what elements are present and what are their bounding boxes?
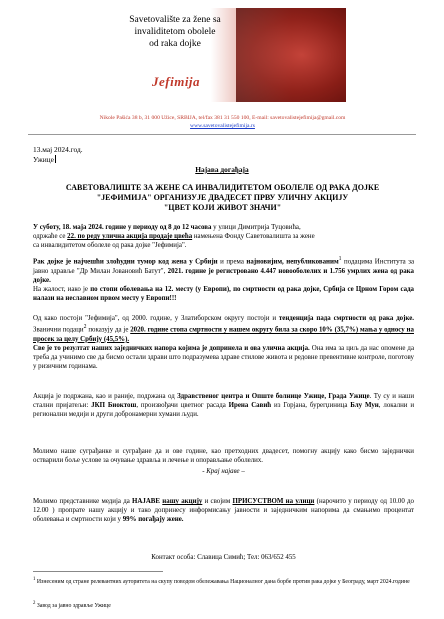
header-banner: [100, 8, 346, 102]
contact-address: Nikole Pašića 38 b, 31 000 Užice, SRBIJA, tel/fax 381 31 550 100, E-mail: savetovalistejefimija@gmail.com: [99, 115, 346, 121]
footnote-1: [33, 576, 414, 587]
text: Акција је подржана, као и раније, подржана од: [33, 393, 178, 400]
text: 2021. године је регистровано 4.447 новооболелих и 1.756 умрлих жена од рака дојке.: [33, 267, 414, 284]
text: НАЈАВЕ: [132, 498, 160, 505]
text-cursor: [55, 155, 56, 163]
text: ПРИСУСТВОМ на улици: [232, 498, 315, 505]
paragraph-mortality: [33, 314, 414, 372]
text: Молимо наше суграђанке и суграђане да и ове године, као претходних двадесет, помогну акцију како бисмо заједнички остварили боље услове за очување здравља и лечење и опорављање оболелих.: [33, 448, 414, 465]
text: са инвалидитетом оболеле од рака дојке "Јефимија".: [33, 242, 187, 250]
footnote-marker: 1: [33, 577, 36, 582]
event-time: У суботу, 18. маја 2024. године у периоду од 8 до 12 часова: [33, 224, 212, 231]
text: Она има за циљ да нас опомене да треба да учинимо све да бисмо остали здрави што подразумева здраве стилове живота и редовне превентивне контроле, поготову у ризичним годинама.: [33, 344, 414, 371]
text: тенденција пада смртности од рака дојке.: [278, 315, 414, 322]
date-block: [33, 145, 83, 165]
brand-logo: Jefimija: [152, 74, 201, 89]
paragraph-statistics: [33, 255, 414, 303]
website-link[interactable]: www.savetovalistejefimija.rs: [190, 123, 255, 129]
text: 99% погађају жене.: [122, 516, 184, 524]
text: подацима Института за јавно здравље "Др Милан Јовановић Батут",: [33, 258, 415, 275]
text: Блу Мун: [350, 402, 379, 410]
text: Молимо представнике медија да: [33, 498, 133, 505]
paragraph-appeal: [33, 447, 414, 477]
footnote-marker: 2: [33, 601, 36, 606]
text: (нарочито у периоду од 10.00 до 12.00 ) пропрате нашу акцију и тако допринесу информисању јавности и заједничким напорима да смањимо процентат оболевања и смртности који у: [33, 498, 415, 524]
title-line-2: "ЈЕФИМИЈА" ОРГАНИЗУЈЕ ДВАДЕСЕТ ПРВУ УЛИЧНУ АКЦИЈУ: [96, 193, 349, 202]
text: , произвођачи цветног расада: [136, 402, 229, 410]
paragraph-media: [33, 497, 414, 525]
event-edition: 22. по реду улична акција продаје цвећа: [67, 233, 193, 241]
text: На жалост, иако је: [33, 285, 91, 293]
text: Све је то резултат наших заједничких напора којима је допринела и ова улична акција.: [33, 344, 310, 352]
announcement-heading: Најава догађаја: [195, 165, 249, 174]
text: из Горјана, бурегџиница: [271, 402, 351, 410]
text: Званични подаци: [33, 326, 84, 334]
text: Ирена Савић: [228, 402, 272, 410]
text: ЈКП Биоктош: [91, 402, 137, 410]
end-of-announcement: - Крај најаве –: [202, 468, 245, 476]
document-title: [40, 183, 405, 213]
banner-line-2: invaliditetom obolele: [134, 27, 216, 37]
text: Здравственог центра и Опште болнице Ужице, Града Ужице: [177, 393, 370, 400]
city-line: Ужице: [33, 155, 54, 164]
paragraph-supporters: [33, 392, 414, 420]
footnote-ref-1: 1: [338, 256, 342, 262]
footnote-divider: [33, 571, 163, 572]
banner-photo: [236, 8, 346, 102]
banner-text: [100, 14, 250, 50]
text: Завод за јавно здравље Ужице: [36, 602, 111, 609]
contact-person: Контакт особа: Славица Симић; Тел: 063/652 455: [151, 554, 296, 561]
text: Рак дојке је најчешћи злоћудни тумор код жена у Србији: [33, 258, 218, 266]
paragraph-event: [33, 223, 414, 251]
banner-line-3: od raka dojke: [149, 39, 201, 49]
footnote-2: [33, 600, 414, 611]
text: одржаће се: [33, 233, 68, 241]
text: најновијим, непубликованим: [246, 258, 339, 266]
text: и својим: [202, 498, 233, 505]
text: и према: [217, 258, 247, 266]
text: 2020. године стопа смртности у нашем округу била за скоро 10% (35,7%) мања у односу на просек за целу Србију (45,5%).: [33, 326, 414, 343]
text: Изнесеним од стране релевантних ауторитета на скупу поводом обележавања Националног дана борбе против рака дојке у Београду, март 2024.године: [36, 578, 410, 585]
banner-line-1: Savetovalište za žene sa: [129, 15, 221, 25]
date-line: 13.мај 2024.год.: [33, 145, 83, 154]
text: по стопи оболевања на 12. месту (у Европи), по смртности од рака дојке, Србија се Црном Гором сада налази на неславном првом месту у Европи!!!: [33, 285, 414, 303]
title-line-1: САВЕТОВАЛИШТЕ ЗА ЖЕНЕ СА ИНВАЛИДИТЕТОМ ОБОЛЕЛЕ ОД РАКА ДОЈКЕ: [65, 183, 380, 192]
text: показују да је: [86, 326, 131, 334]
text: . Ту су и наши стални пријатељи:: [33, 393, 415, 410]
text: намењена Фонду Саветовалишта за жене: [192, 233, 315, 241]
text: у улици Димитрија Туцовића,: [211, 224, 301, 231]
contact-info: [30, 114, 415, 130]
header-divider: [28, 134, 416, 135]
title-line-3: "ЦВЕТ КОЈИ ЖИВОТ ЗНАЧИ": [163, 203, 282, 212]
text: Од како постоји "Јефимија", од 2000. године, у Златиборском округу постоји и: [33, 315, 279, 322]
footnote-ref-2: 2: [83, 324, 87, 331]
text: , локални и регионални медији и други добронамерни хумани људи.: [33, 402, 415, 419]
text: нашу акцију: [162, 498, 203, 505]
